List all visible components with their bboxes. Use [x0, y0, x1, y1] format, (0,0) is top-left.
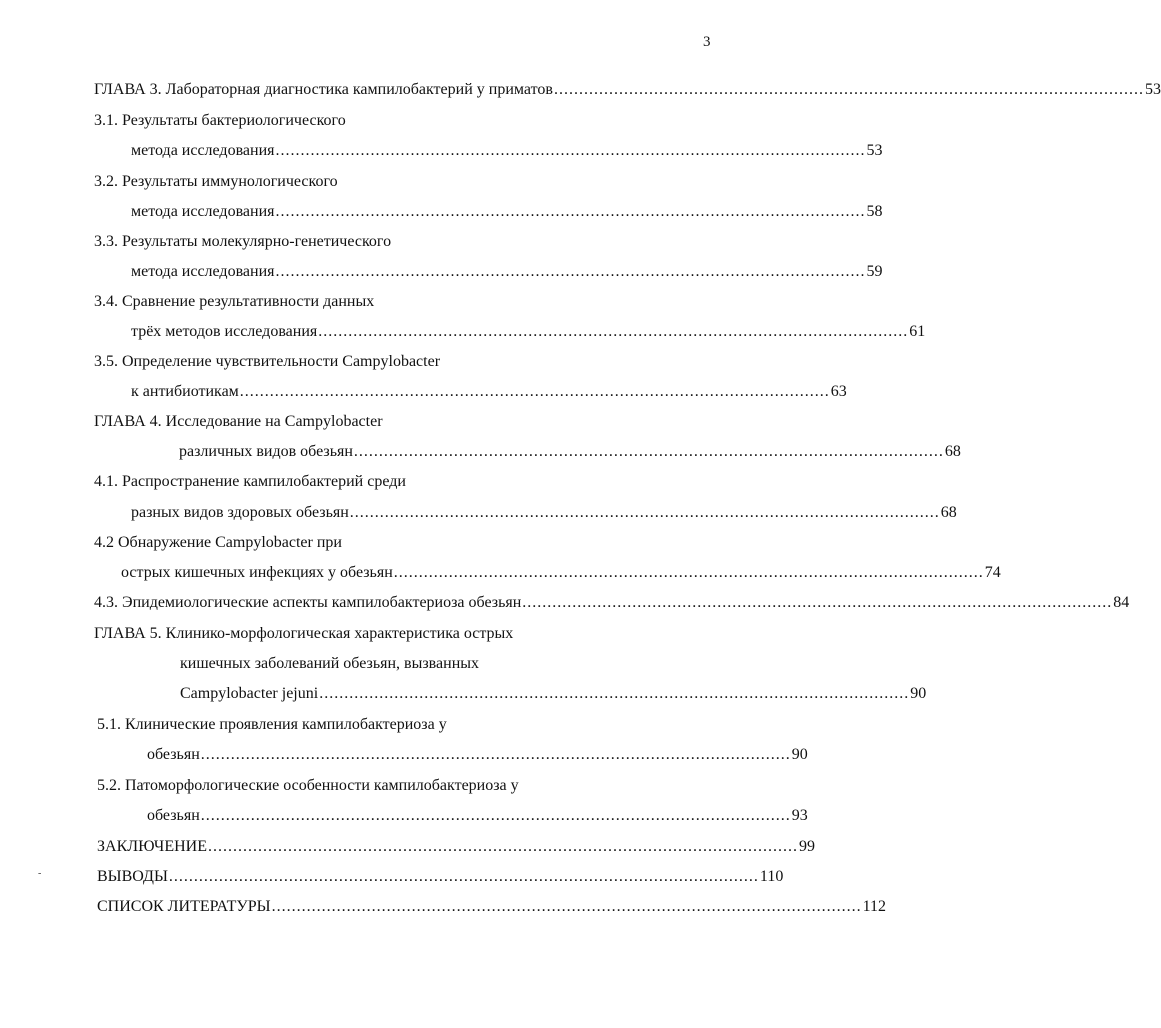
toc-entry-text: 3.2. Результаты иммунологического	[94, 173, 338, 190]
toc-page-number: 68	[944, 443, 961, 460]
toc-entry-3-1	[94, 111, 346, 131]
toc-entry-text: метода исследования	[131, 203, 275, 220]
toc-entry-3-5	[94, 352, 440, 372]
toc-page-number: 90	[791, 746, 808, 763]
toc-leader-dots: ......................................................................................................................	[275, 263, 866, 280]
toc-entry-3-3	[94, 232, 391, 252]
toc-page-number: 68	[940, 504, 957, 521]
toc-entry-text: ВЫВОДЫ	[97, 868, 168, 885]
toc-entry-text: трёх методов исследования	[131, 323, 318, 340]
toc-entry-5-1	[97, 715, 447, 735]
toc-page-number: 53	[1144, 81, 1161, 98]
toc-entry-5-2-cont	[147, 806, 808, 826]
toc-entry-chapter-5-cont2	[180, 684, 927, 704]
toc-page-number: 74	[984, 564, 1001, 581]
toc-page-number: 58	[866, 203, 883, 220]
toc-entry-4-1	[94, 472, 406, 492]
toc-entry-chapter-5-cont	[180, 654, 479, 674]
toc-leader-dots: ......................................................................................................................	[271, 898, 862, 915]
toc-entry-text: 4.3. Эпидемиологические аспекты кампилобактериоза обезьян	[94, 594, 522, 611]
toc-page-number: 61	[909, 323, 926, 340]
toc-page-number: 84	[1113, 594, 1130, 611]
toc-entry-text: ГЛАВА 3. Лабораторная диагностика кампилобактерий у приматов	[94, 81, 553, 98]
toc-entry-text: ГЛАВА 5. Клинико-морфологическая характеристика острых	[94, 625, 514, 642]
toc-page-number: 110	[759, 868, 784, 885]
toc-entry-chapter-5	[94, 624, 513, 644]
toc-entry-3-2-cont	[131, 202, 883, 222]
toc-leader-dots: ......................................................................................................................	[393, 564, 984, 581]
toc-entry-3-5-cont	[131, 382, 847, 402]
toc-entry-chapter-4-cont	[179, 442, 961, 462]
toc-entry-text: обезьян	[147, 746, 200, 763]
toc-page-number: 59	[866, 263, 883, 280]
toc-entry-text: острых кишечных инфекциях у обезьян	[121, 564, 393, 581]
toc-entry-3-4	[94, 292, 374, 312]
toc-leader-dots: ......................................................................................................................	[168, 868, 759, 885]
toc-entry-text: 3.1. Результаты бактериологического	[94, 112, 346, 129]
toc-entry-text: Campylobacter jejuni	[180, 685, 319, 702]
toc-entry-text: разных видов здоровых обезьян	[131, 504, 349, 521]
toc-leader-dots: ......................................................................................................................	[319, 685, 910, 702]
toc-entry-text: 3.5. Определение чувствительности Campylobacter	[94, 353, 441, 370]
toc-entry-text: кишечных заболеваний обезьян, вызванных	[180, 655, 479, 672]
toc-entry-text: 3.3. Результаты молекулярно-генетического	[94, 233, 392, 250]
toc-entry-3-1-cont	[131, 141, 883, 161]
toc-entry-text: 5.2. Патоморфологические особенности кампилобактериоза у	[97, 777, 519, 794]
toc-leader-dots: ......................................................................................................................	[349, 504, 940, 521]
toc-page-number: 99	[798, 838, 815, 855]
toc-entry-3-2	[94, 172, 338, 192]
toc-entry-3-4-cont	[131, 322, 926, 342]
toc-entry-text: 3.4. Сравнение результативности данных	[94, 293, 375, 310]
toc-entry-4-3	[94, 593, 1130, 613]
toc-leader-dots: ......................................................................................................................	[200, 807, 791, 824]
margin-mark: -	[38, 868, 42, 879]
toc-entry-4-2	[94, 533, 342, 553]
toc-entry-text: различных видов обезьян	[179, 443, 353, 460]
toc-leader-dots: ......................................................................................................................	[207, 838, 798, 855]
toc-entry-3-3-cont	[131, 262, 883, 282]
toc-page-number: 53	[866, 142, 883, 159]
toc-entry-text: метода исследования	[131, 142, 275, 159]
toc-entry-text: к антибиотикам	[131, 383, 239, 400]
toc-entry-chapter-3	[94, 80, 1161, 100]
toc-leader-dots: ......................................................................................................................	[275, 142, 866, 159]
toc-leader-dots: ......................................................................................................................	[353, 443, 944, 460]
toc-leader-dots: ......................................................................................................................	[200, 746, 791, 763]
toc-entry-text: 4.1. Распространение кампилобактерий среди	[94, 473, 406, 490]
toc-leader-dots: ......................................................................................................................	[522, 594, 1113, 611]
toc-entry-text: ГЛАВА 4. Исследование на Campylobacter	[94, 413, 383, 430]
toc-page-number: 63	[830, 383, 847, 400]
toc-leader-dots: ......................................................................................................................	[318, 323, 909, 340]
toc-leader-dots: ......................................................................................................................	[275, 203, 866, 220]
toc-entry-text: 5.1. Клинические проявления кампилобактериоза у	[97, 716, 447, 733]
toc-entry-findings	[97, 867, 784, 887]
toc-entry-5-2	[97, 776, 519, 796]
toc-entry-text: обезьян	[147, 807, 200, 824]
toc-entry-conclusion	[97, 837, 815, 857]
page-number: 3	[703, 34, 711, 50]
toc-entry-text: 4.2 Обнаружение Campylobacter при	[94, 534, 342, 551]
toc-entry-text: метода исследования	[131, 263, 275, 280]
toc-entry-4-2-cont	[121, 563, 1001, 583]
toc-leader-dots: ......................................................................................................................	[553, 81, 1144, 98]
toc-leader-dots: ......................................................................................................................	[239, 383, 830, 400]
toc-page-number: 90	[910, 685, 927, 702]
toc-page-number: 93	[791, 807, 808, 824]
toc-entry-4-1-cont	[131, 503, 957, 523]
toc-entry-chapter-4	[94, 412, 383, 432]
toc-entry-5-1-cont	[147, 745, 808, 765]
toc-entry-text: СПИСОК ЛИТЕРАТУРЫ	[97, 898, 271, 915]
toc-page-number: 112	[862, 898, 886, 915]
toc-entry-text: ЗАКЛЮЧЕНИЕ	[97, 838, 207, 855]
toc-entry-references	[97, 897, 886, 917]
